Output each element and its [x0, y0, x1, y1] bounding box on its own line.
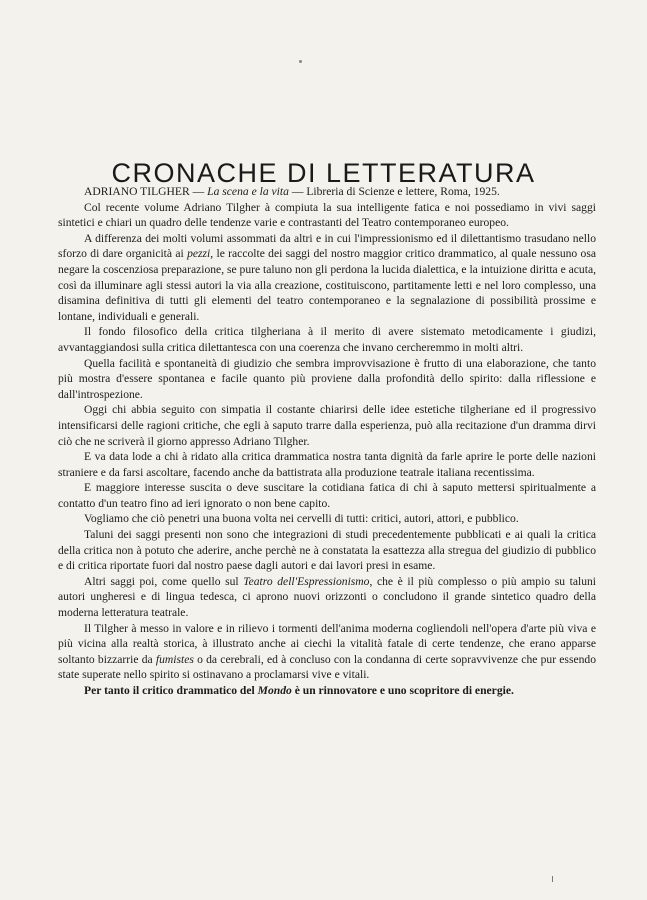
italic-text: La scena e la vita — [207, 185, 289, 198]
text-run: Oggi chi abbia seguito con simpatia il costante chiarirsi delle idee estetiche tilgheriane ed il progressivo intensificarsi delle ragioni critiche, che egli à saputo trarre dalla esperienza, può alla recitazione d'un dramma dirvi ciò che ne scriverà il giorno appresso Adriano Tilgher. — [58, 403, 596, 448]
text-run: ADRIANO TILGHER — — [84, 185, 208, 198]
text-run: Vogliamo che ciò penetri una buona volta nei cervelli di tutti: critici, autori, attori, e pubblico. — [84, 512, 519, 526]
margin-mark — [552, 876, 553, 882]
text-run: Il fondo filosofico della critica tilgheriana à il merito di avere sistemato metodicamente i giudizi, avvantaggiandosi sulla critica dilettantesca con una coerenza che invano cercheremmo in molti altri. — [58, 325, 596, 354]
page-title: CRONACHE DI LETTERATURA — [111, 158, 536, 189]
text-run: Per tanto il critico drammatico del — [84, 684, 258, 697]
italic-text: Teatro dell'Espressionismo — [243, 574, 370, 588]
text-run: A differenza dei molti volumi assommati da altri e in cui l'impressionismo ed il dilettantismo trasudano nello sforzo di dare organicità ai — [58, 231, 596, 261]
paragraph-4 — [58, 356, 596, 403]
text-run: Taluni dei saggi presenti non sono che integrazioni di studi precedentemente pubblicati e ai quali la critica della critica non à potuto che aderire, anche perchè ne à constatata la esattezza alla stregua del giudizio di pubblico e di critica riportate fuori dal nostro paese dagli autori e dai lavori presi in esame. — [58, 528, 596, 573]
text-run: , che è il più complesso o più ampio su taluni autori ungheresi e di lingua tedesca, ci aprono nuovi orizzonti o concludono il grande sintetico quadro della moderna letteratura teatrale. — [58, 574, 597, 620]
text-run: E va data lode a chi à ridato alla critica drammatica nostra tanta dignità da farle aprire le porte delle nazioni straniere e da farsi ascoltare, facendo anche da battistrata alla produzione teatrale italiana recentissima. — [58, 450, 596, 479]
italic-text: Mondo — [257, 684, 292, 697]
paragraph-9 — [58, 527, 596, 574]
paragraph-0 — [58, 184, 596, 200]
text-run: è un rinnovatore e uno scopritore di energie. — [291, 684, 514, 697]
text-run: E maggiore interesse suscita o deve suscitare la cotidiana fatica di chi à saputo mettersi spiritualmente a contatto d'un teatro fino ad ieri ignorato o non bene capito. — [58, 481, 596, 510]
text-run: — Libreria di Scienze e lettere, Roma, 1925. — [288, 185, 500, 198]
text-run: Quella facilità e spontaneità di giudizio che sembra improvvisazione è frutto di una elaborazione, che tanto più mostra d'essere spontanea e facile quanto più proviene dalla profondità dello spirito: dalla riflessione e dall'introspezione. — [58, 356, 596, 401]
paragraph-5 — [58, 402, 596, 449]
text-run: Il Tilgher à messo in valore e in rilievo i tormenti dell'anima moderna cogliendoli nell'opera d'arte più viva e più vicina alla realtà storica, à illustrato anche ai ciechi la vitalità fatale di certe tendenze, che erano apparse soltanto bizzarrie da — [58, 621, 596, 666]
text-run: o da cerebrali, ed à concluso con la condanna di certe sopravvivenze che pur essendo state superate nello spirito si ostinavano a proclamarsi vive e vitali. — [58, 652, 596, 682]
paragraph-6 — [58, 449, 596, 480]
paragraph-8 — [58, 511, 596, 527]
italic-text: fumistes — [155, 652, 194, 666]
paragraph-10 — [58, 574, 596, 621]
text-run: , le raccolte dei saggi del nostro maggior critico drammatico, al quale nessuno osa negare la coscenziosa preparazione, se pure taluno non gli perdona la lucida dialettica, e la intuizione diritta e acuta, così da illuminare agli stessi autori la via alla creazione, costituiscono, partitamente letti e nel loro complesso, una disamina definitiva di tutti gli elementi del teatro contemporaneo e la segnalazione di possibilità prossime e lontane, individuali e generali. — [58, 247, 597, 323]
text-run: Altri saggi poi, come quello sul — [84, 574, 244, 588]
ink-speck — [299, 60, 302, 63]
article-body — [58, 184, 596, 699]
paragraph-1 — [58, 200, 596, 231]
paragraph-3 — [58, 324, 596, 355]
paragraph-7 — [58, 480, 596, 511]
paragraph-11 — [58, 621, 596, 683]
paragraph-2 — [58, 231, 596, 325]
paragraph-12 — [58, 683, 596, 699]
text-run: Col recente volume Adriano Tilgher à compiuta la sua intelligente fatica e noi possediamo in vivi saggi sintetici e chiari un quadro delle tendenze varie e contrastanti del Teatro contemporaneo europeo. — [58, 200, 596, 230]
italic-text: pezzi — [187, 247, 211, 261]
